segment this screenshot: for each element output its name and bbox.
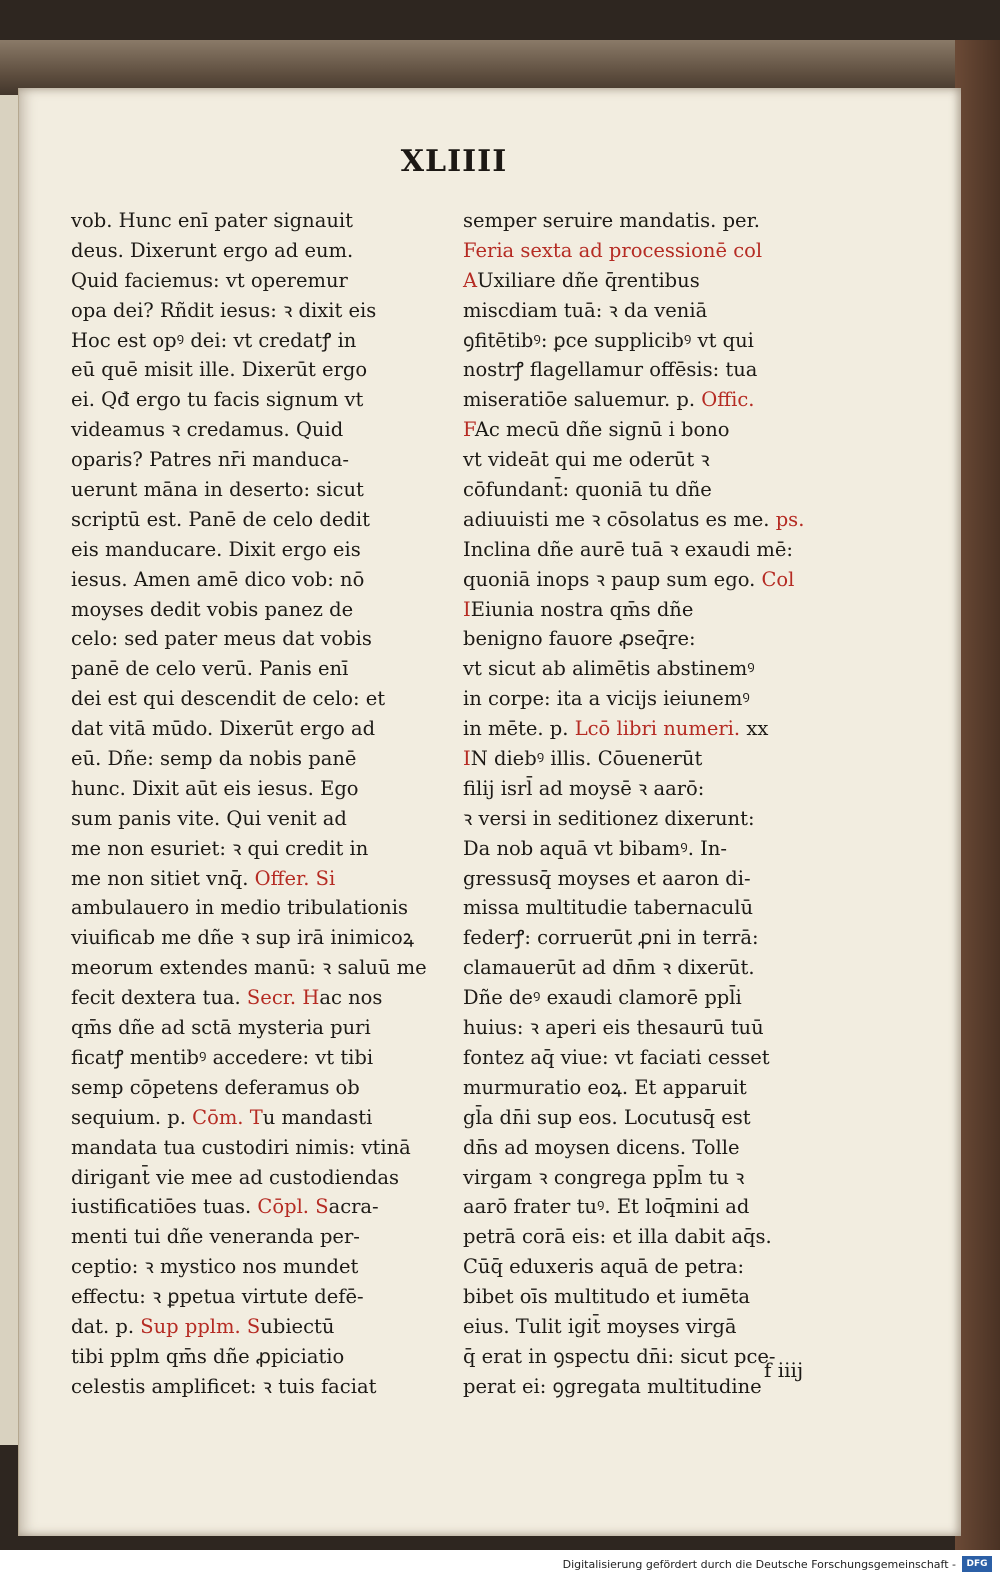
body-text: acra-	[328, 1195, 379, 1219]
body-text: virgam ꝛ congrega ppl̄m tu ꝛ	[463, 1165, 745, 1189]
body-text: xx	[740, 717, 769, 741]
text-line	[71, 505, 451, 535]
body-text: quoniā inops ꝛ paup sum ego.	[463, 567, 762, 591]
text-line	[463, 893, 843, 923]
body-text: eius. Tulit igit̄ moyses virgā	[463, 1314, 737, 1338]
body-text: gressusq̄ moyses et aaron di-	[463, 866, 751, 890]
rubric-text: Offic.	[701, 388, 755, 412]
body-text: Da nob aquā vt bibamꝰ. In-	[463, 836, 727, 860]
text-line	[71, 1312, 451, 1342]
body-text: eis manducare. Dixit ergo eis	[71, 537, 361, 561]
body-text: Quid faciemus: vt operemur	[71, 268, 348, 292]
rubric-text: A	[463, 268, 478, 292]
text-line	[71, 923, 451, 953]
body-text: Cūq̄ eduxeris aquā de petra:	[463, 1255, 745, 1279]
body-text: ac nos	[319, 986, 383, 1010]
text-line	[463, 714, 843, 744]
text-line	[71, 1192, 451, 1222]
text-line	[71, 355, 451, 385]
text-line	[463, 654, 843, 684]
text-line	[463, 1043, 843, 1073]
footer-bar	[0, 1550, 1000, 1580]
text-line	[71, 1073, 451, 1103]
text-line	[71, 266, 451, 296]
text-line	[463, 1163, 843, 1193]
text-line	[71, 1043, 451, 1073]
text-line	[463, 1073, 843, 1103]
text-line	[463, 475, 843, 505]
text-line	[71, 714, 451, 744]
body-text: huius: ꝛ aperi eis thesaurū tuū	[463, 1016, 764, 1040]
text-line	[463, 535, 843, 565]
body-text: iustificatiōes tuas.	[71, 1195, 258, 1219]
rubric-text: I	[463, 597, 471, 621]
body-text: Eiunia nostra qm̄s dñe	[470, 597, 694, 621]
text-line	[463, 684, 843, 714]
body-text: iesus. Amen amē dico vob: nō	[71, 567, 365, 591]
body-text: murmuratio eoꝝ. Et apparuit	[463, 1075, 747, 1099]
body-text: menti tui dñe veneranda per-	[71, 1225, 360, 1249]
book-cover-edge	[955, 40, 1000, 1550]
text-line	[71, 1282, 451, 1312]
text-line	[71, 834, 451, 864]
text-line	[463, 1192, 843, 1222]
body-text: miseratiōe saluemur. p.	[463, 388, 702, 412]
text-line	[71, 1013, 451, 1043]
text-line	[71, 744, 451, 774]
body-text: ei. Qđ ergo tu facis signum vt	[71, 388, 364, 412]
text-line	[71, 953, 451, 983]
body-text: effectu: ꝛ ꝑpetua virtute defē-	[71, 1285, 364, 1309]
body-text: me non sitiet vnq̄.	[71, 866, 255, 890]
body-text: ꝛ versi in seditionez dixerunt:	[463, 806, 755, 830]
body-text: hunc. Dixit aūt eis iesus. Ego	[71, 776, 359, 800]
body-text: viuificab me dñe ꝛ sup irā inimicoꝝ	[71, 926, 415, 950]
body-text: deus. Dixerunt ergo ad eum.	[71, 238, 354, 262]
text-line	[463, 565, 843, 595]
body-text: tibi pplm qm̄s dñe ꝓpiciatio	[71, 1344, 345, 1368]
text-line	[71, 535, 451, 565]
text-line	[71, 445, 451, 475]
rubric-text: Col	[761, 567, 795, 591]
body-text: celestis amplificet: ꝛ tuis faciat	[71, 1374, 377, 1398]
text-line	[71, 296, 451, 326]
body-text: Ac mecū dñe signū i bono	[474, 418, 730, 442]
text-line	[71, 595, 451, 625]
text-line	[71, 1372, 451, 1402]
rubric-text: Offer. Si	[254, 866, 336, 890]
body-text: miscdiam tuā: ꝛ da veniā	[463, 298, 708, 322]
body-text: dei est qui descendit de celo: et	[71, 687, 386, 711]
text-line	[463, 1312, 843, 1342]
text-line	[463, 1222, 843, 1252]
text-line	[463, 983, 843, 1013]
body-text: dirigant̄ vie mee ad custodiendas	[71, 1165, 400, 1189]
text-line	[463, 595, 843, 625]
body-text: Hoc est opꝰ dei: vt credatꝭ in	[71, 328, 357, 352]
body-text: cōfundant̄: quoniā tu dñe	[463, 478, 712, 502]
body-text: dat vitā mūdo. Dixerūt ergo ad	[71, 717, 376, 741]
text-line	[463, 774, 843, 804]
text-line	[463, 266, 843, 296]
body-text: videamus ꝛ credamus. Quid	[71, 418, 344, 442]
text-line	[71, 1222, 451, 1252]
body-text: Dñe deꝰ exaudi clamorē ppl̄i	[463, 986, 742, 1010]
text-line	[71, 774, 451, 804]
text-line	[71, 1252, 451, 1282]
text-line	[463, 206, 843, 236]
body-text: in mēte. p.	[463, 717, 575, 741]
body-text: benigno fauore ꝓseq̄re:	[463, 627, 696, 651]
body-text: clamauerūt ad dn̄m ꝛ dixerūt.	[463, 956, 755, 980]
text-line	[71, 804, 451, 834]
body-text: in corpe: ita a vicijs ieiunemꝰ	[463, 687, 750, 711]
text-line	[71, 565, 451, 595]
rubric-text: Sup pplm. S	[140, 1314, 261, 1338]
body-text: federꝭ: corruerūt ꝓni in terrā:	[463, 926, 759, 950]
text-line	[71, 654, 451, 684]
text-line	[463, 415, 843, 445]
body-text: ambulauero in medio tribulationis	[71, 896, 408, 920]
text-line	[463, 296, 843, 326]
text-line	[71, 1342, 451, 1372]
rubric-text: Secr. H	[246, 986, 320, 1010]
text-line	[463, 923, 843, 953]
body-text: ceptio: ꝛ mystico nos mundet	[71, 1255, 359, 1279]
text-line	[71, 983, 451, 1013]
text-line	[463, 624, 843, 654]
dfg-logo: DFG	[962, 1556, 992, 1572]
body-text: dn̄s ad moysen dicens. Tolle	[463, 1135, 740, 1159]
body-text: filij isrl̄ ad moysē ꝛ aarō:	[463, 776, 705, 800]
text-line	[463, 445, 843, 475]
body-text: panē de celo verū. Panis enī	[71, 657, 349, 681]
body-text: vob. Hunc enī pater signauit	[71, 209, 353, 232]
text-line	[71, 1163, 451, 1193]
text-line	[463, 1103, 843, 1133]
body-text: dat. p.	[71, 1314, 141, 1338]
body-text: ficatꝭ mentibꝰ accedere: vt tibi	[71, 1045, 374, 1069]
text-line	[463, 505, 843, 535]
body-text: vt sicut ab alimētis abstinemꝰ	[463, 657, 755, 681]
text-line	[71, 326, 451, 356]
text-line	[463, 864, 843, 894]
body-text: opa dei? Rñdit iesus: ꝛ dixit eis	[71, 298, 377, 322]
text-line	[463, 953, 843, 983]
text-line	[71, 236, 451, 266]
body-text: gl̄a dn̄i sup eos. Locutusq̄ est	[463, 1105, 751, 1129]
body-text: u mandasti	[262, 1105, 373, 1129]
text-line	[463, 326, 843, 356]
book-page	[18, 88, 961, 1536]
folio-number: XLIIII	[400, 144, 508, 179]
body-text: N diebꝰ illis. Cōuenerūt	[470, 747, 703, 771]
right-text-column	[463, 206, 843, 1402]
text-line	[71, 385, 451, 415]
body-text: me non esuriet: ꝛ qui credit in	[71, 836, 369, 860]
rubric-text: Cōm. T	[192, 1105, 263, 1129]
body-text: Uxiliare dñe q̄rentibus	[477, 268, 700, 292]
body-text: missa multitudie tabernaculū	[463, 896, 754, 920]
body-text: perat ei: ꝯgregata multitudine	[463, 1374, 762, 1398]
body-text: aarō frater tuꝰ. Et loq̄mini ad	[463, 1195, 750, 1219]
body-text: adiuuisti me ꝛ cōsolatus es me.	[463, 507, 776, 531]
text-line	[71, 864, 451, 894]
body-text: moyses dedit vobis panez de	[71, 597, 354, 621]
body-text: eū. Dñe: semp da nobis panē	[71, 747, 357, 771]
body-text: celo: sed pater meus dat vobis	[71, 627, 372, 651]
text-line	[71, 684, 451, 714]
body-text: fontez aq̄ viue: vt faciati cesset	[463, 1045, 770, 1069]
body-text: semp cōpetens deferamus ob	[71, 1075, 360, 1099]
rubric-text: Feria sexta ad processionē col	[463, 238, 763, 262]
body-text: nostrꝭ flagellamur offēsis: tua	[463, 358, 758, 382]
rubric-text: ps.	[775, 507, 805, 531]
text-line	[463, 355, 843, 385]
body-text: vt videāt qui me oderūt ꝛ	[463, 448, 710, 472]
text-line	[463, 385, 843, 415]
body-text: semper seruire mandatis. per.	[463, 209, 760, 232]
body-text: oparis? Patres nr̄i manduca-	[71, 448, 350, 472]
body-text: bibet oīs multitudo et iumēta	[463, 1285, 750, 1309]
digitization-credit: Digitalisierung gefördert durch die Deutsche Forschungsgemeinschaft -	[562, 1558, 956, 1571]
left-text-column	[71, 206, 451, 1402]
body-text: q̄ erat in ꝯspectu dn̄i: sicut pce-	[463, 1344, 776, 1368]
body-text: ubiectū	[260, 1314, 335, 1338]
text-line	[71, 1133, 451, 1163]
text-line	[463, 1282, 843, 1312]
catchword-signature: f iiij	[764, 1358, 804, 1382]
body-text: qm̄s dñe ad sctā mysteria puri	[71, 1016, 371, 1040]
rubric-text: Cōpl. S	[257, 1195, 329, 1219]
text-line	[71, 624, 451, 654]
body-text: mandata tua custodiri nimis: vtinā	[71, 1135, 411, 1159]
body-text: Inclina dñe aurē tuā ꝛ exaudi mē:	[463, 537, 793, 561]
text-line	[463, 1252, 843, 1282]
text-line	[71, 475, 451, 505]
text-line	[463, 1013, 843, 1043]
text-line	[71, 206, 451, 236]
text-line	[71, 1103, 451, 1133]
text-line	[463, 236, 843, 266]
text-line	[71, 893, 451, 923]
rubric-text: I	[463, 747, 471, 771]
text-line	[71, 415, 451, 445]
body-text: scriptū est. Panē de celo dedit	[71, 507, 370, 531]
body-text: uerunt māna in deserto: sicut	[71, 478, 364, 502]
body-text: sequium. p.	[71, 1105, 193, 1129]
body-text: eū quē misit ille. Dixerūt ergo	[71, 358, 368, 382]
body-text: meorum extendes manū: ꝛ saluū me	[71, 956, 427, 980]
text-line	[463, 834, 843, 864]
body-text: fecit dextera tua.	[71, 986, 247, 1010]
rubric-text: F	[463, 418, 475, 442]
body-text: ꝯfitētibꝰ: ꝑce supplicibꝰ vt qui	[463, 328, 754, 352]
text-line	[463, 744, 843, 774]
rubric-text: Lcō libri numeri.	[574, 717, 741, 741]
body-text: sum panis vite. Qui venit ad	[71, 806, 347, 830]
body-text: petrā corā eis: et illa dabit aq̄s.	[463, 1225, 772, 1249]
text-line	[463, 1133, 843, 1163]
text-line	[463, 804, 843, 834]
